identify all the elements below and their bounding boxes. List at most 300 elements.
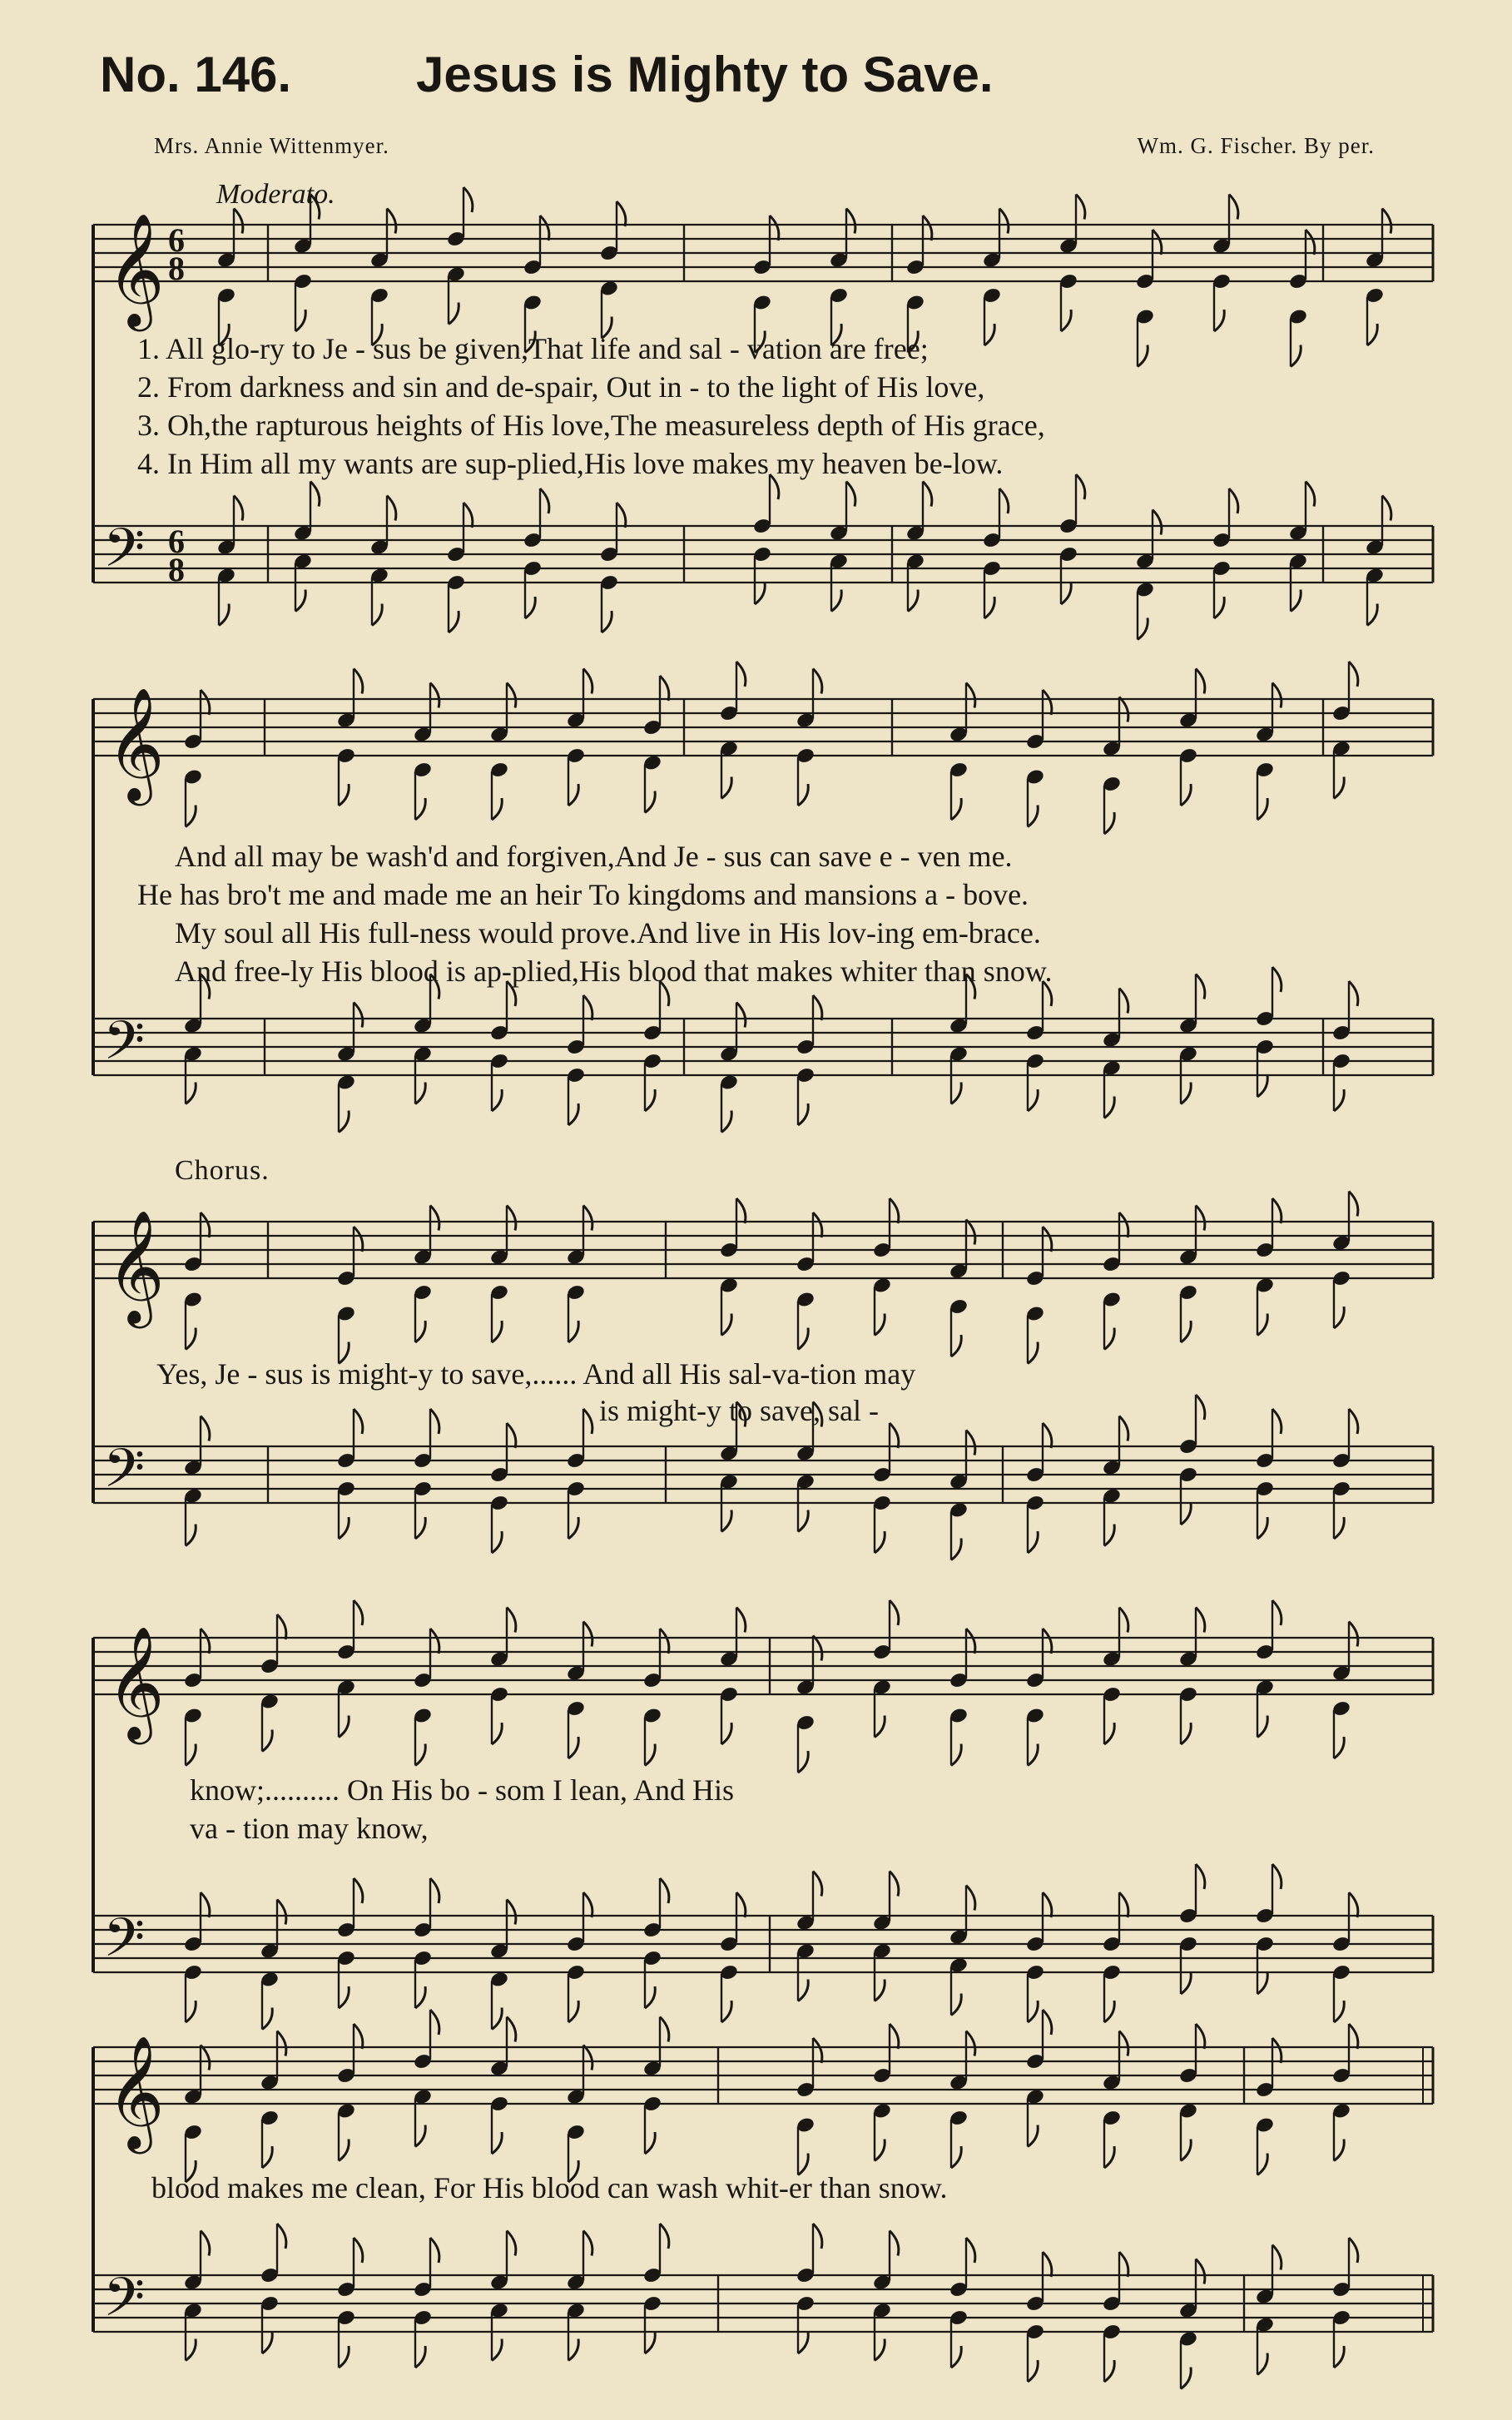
note-flag [1334, 1737, 1344, 1758]
note-flag [736, 662, 746, 687]
note-flag [186, 2001, 196, 2022]
note-flag [813, 2224, 822, 2249]
note-flag [875, 1980, 885, 2001]
note-flag [583, 1892, 592, 1917]
note-flag [415, 798, 425, 820]
note-flag [1334, 1089, 1344, 1111]
note-flag [430, 1409, 439, 1434]
note-flag [507, 1206, 516, 1231]
bass-time-signature-top: 6 [168, 523, 185, 560]
note-flag [186, 2339, 196, 2361]
note-flag [415, 1083, 425, 1104]
note-flag [890, 1872, 899, 1897]
note-flag [339, 784, 349, 806]
note-flag [415, 1517, 425, 1539]
note-flag [951, 1744, 961, 1766]
note-flag [813, 2038, 822, 2063]
note-flag [813, 995, 822, 1020]
note-flag [1349, 1622, 1358, 1647]
note-flag [1214, 310, 1224, 331]
note-flag [721, 1314, 731, 1336]
note-flag [1104, 2001, 1114, 2022]
note-flag [415, 2125, 425, 2147]
note-flag [660, 2017, 669, 2042]
note-flag [568, 2001, 578, 2022]
chorus-line-1-upper: Yes, Je - sus is might-y to save,...... And all His sal-va-tion may [156, 1357, 916, 1391]
chorus-line-2-lower: va - tion may know, [190, 1812, 429, 1845]
note-flag [875, 1531, 885, 1553]
note-flag [951, 798, 961, 820]
note-flag [339, 1517, 349, 1539]
note-flag [262, 1730, 272, 1752]
note-flag [736, 1198, 746, 1223]
verse-1-line-1: 1. All glo-ry to Je - sus be given,That life and sal - vation are free; [137, 332, 929, 365]
note-flag [1382, 496, 1391, 521]
note-flag [890, 1600, 899, 1625]
note-flag [354, 1227, 363, 1252]
note-flag [1043, 2010, 1052, 2035]
note-flag [890, 1423, 899, 1448]
note-flag [999, 209, 1009, 234]
bass-clef: 𝄢 [103, 2267, 146, 2342]
note-flag [617, 201, 626, 226]
note-flag [234, 209, 243, 234]
note-flag [201, 1629, 210, 1654]
note-flag [1119, 1416, 1128, 1441]
note-flag [1119, 1212, 1128, 1237]
note-flag [277, 2031, 286, 2056]
note-flag [540, 216, 549, 241]
note-flag [430, 2238, 439, 2263]
note-flag [1367, 604, 1377, 626]
note-flag [1028, 2125, 1038, 2147]
note-flag [1306, 482, 1315, 507]
note-flag [1043, 690, 1052, 715]
note-flag [339, 1986, 349, 2008]
note-flag [1334, 777, 1344, 799]
note-flag [1334, 2346, 1344, 2368]
note-flag [310, 195, 320, 220]
note-flag [721, 1723, 731, 1744]
note-flag [1229, 195, 1238, 220]
note-flag [1043, 1227, 1052, 1252]
note-flag [875, 2140, 885, 2161]
treble-clef: 𝄞 [107, 2034, 165, 2149]
note-flag [295, 310, 305, 331]
bass-clef: 𝄢 [103, 518, 146, 593]
note-flag [660, 1878, 669, 1903]
note-flag [583, 2231, 592, 2256]
note-flag [1272, 683, 1281, 708]
note-flag [1043, 1629, 1052, 1654]
note-flag [310, 482, 320, 507]
note-flag [1104, 1525, 1114, 1546]
note-flag [186, 1083, 196, 1104]
note-flag [966, 2238, 975, 2263]
note-flag [1104, 812, 1114, 834]
note-flag [1349, 2238, 1358, 2263]
note-flag [1181, 1321, 1191, 1342]
bass-time-signature-bottom: 8 [168, 551, 185, 588]
note-flag [645, 2132, 655, 2154]
note-flag [966, 1431, 975, 1455]
note-flag [1196, 1395, 1205, 1420]
note-flag [387, 209, 396, 234]
note-flag [1061, 310, 1071, 331]
note-flag [186, 1744, 196, 1766]
note-flag [1349, 2024, 1358, 2049]
note-flag [846, 482, 855, 507]
verse-4-line-2: And free-ly His blood is ap-plied,His blood that makes whiter than snow. [175, 955, 1053, 988]
note-flag [1291, 345, 1301, 367]
note-flag [201, 1212, 210, 1237]
note-flag [951, 2146, 961, 2168]
note-flag [354, 1409, 363, 1434]
note-flag [583, 1622, 592, 1647]
note-flag [507, 683, 516, 708]
chorus-line-2-upper: know;.......... On His bo - som I lean, And His [190, 1773, 734, 1807]
note-flag [354, 1600, 363, 1625]
note-flag [1119, 989, 1128, 1014]
note-flag [1349, 1409, 1358, 1434]
note-flag [339, 2346, 349, 2368]
note-flag [770, 216, 779, 241]
note-flag [415, 2346, 425, 2368]
note-flag [660, 676, 669, 701]
verse-2-line-2: He has bro't me and made me an heir To kingdoms and mansions a - bove. [137, 878, 1029, 911]
note-flag [1272, 967, 1281, 992]
note-flag [721, 1111, 731, 1133]
note-flag [1043, 2252, 1052, 2277]
note-flag [875, 1314, 885, 1336]
note-flag [1076, 195, 1085, 220]
note-flag [813, 1636, 822, 1661]
note-flag [568, 784, 578, 806]
note-flag [1382, 209, 1391, 234]
note-flag [951, 1083, 961, 1104]
note-flag [201, 2231, 210, 2256]
note-flag [798, 1328, 808, 1350]
note-flag [1257, 2353, 1267, 2375]
note-flag [354, 669, 363, 694]
note-flag [846, 209, 855, 234]
note-flag [890, 1198, 899, 1223]
note-flag [1119, 2031, 1128, 2056]
note-flag [1104, 1097, 1114, 1118]
verse-1-line-2: And all may be wash'd and forgiven,And Je - sus can save e - ven me. [175, 840, 1013, 873]
note-flag [1334, 1517, 1344, 1539]
note-flag [354, 2024, 363, 2049]
note-flag [966, 2031, 975, 2056]
note-flag [890, 2231, 899, 2256]
note-flag [354, 1003, 363, 1028]
note-flag [277, 1614, 286, 1639]
note-flag [415, 1744, 425, 1766]
note-flag [415, 1986, 425, 2008]
note-flag [813, 1212, 822, 1237]
note-flag [1028, 2360, 1038, 2382]
note-flag [507, 1900, 516, 1925]
note-flag [1306, 230, 1315, 255]
note-flag [1028, 2001, 1038, 2022]
note-flag [1153, 510, 1162, 535]
note-flag [1181, 784, 1191, 806]
note-flag [568, 2339, 578, 2361]
note-flag [1181, 1723, 1191, 1744]
note-flag [583, 669, 592, 694]
treble-time-signature-bottom: 8 [168, 250, 185, 287]
treble-clef: 𝄞 [107, 1208, 165, 1323]
note-flag [1349, 981, 1358, 1006]
note-flag [966, 683, 975, 708]
note-flag [568, 1737, 578, 1758]
note-flag [430, 1629, 439, 1654]
note-flag [201, 1892, 210, 1917]
note-flag [568, 1103, 578, 1125]
note-flag [186, 1328, 196, 1350]
note-flag [798, 1510, 808, 1532]
note-flag [645, 1744, 655, 1766]
note-flag [262, 2146, 272, 2168]
note-flag [1349, 1892, 1358, 1917]
note-flag [1028, 1089, 1038, 1111]
note-flag [1196, 2024, 1205, 2049]
lyricist-credit: Mrs. Annie Wittenmyer. [154, 133, 389, 158]
note-flag [645, 1089, 655, 1111]
note-flag [540, 488, 549, 513]
bass-clef: 𝄢 [103, 1438, 146, 1513]
note-flag [966, 1220, 975, 1245]
note-flag [984, 597, 994, 618]
note-flag [1214, 597, 1224, 618]
note-flag [430, 2010, 439, 2035]
note-flag [1257, 1075, 1267, 1097]
note-flag [507, 1423, 516, 1448]
note-flag [875, 2339, 885, 2361]
note-flag [1257, 1716, 1267, 1738]
note-flag [492, 1531, 502, 1553]
note-flag [1181, 2140, 1191, 2161]
note-flag [295, 590, 305, 612]
note-flag [1181, 1083, 1191, 1104]
note-flag [507, 1608, 516, 1633]
note-flag [1272, 1198, 1281, 1223]
note-flag [1028, 1342, 1038, 1364]
note-flag [201, 1416, 210, 1441]
note-flag [234, 496, 243, 521]
note-flag [1196, 1864, 1205, 1889]
note-flag [492, 798, 502, 820]
note-flag [1257, 1314, 1267, 1336]
note-flag [951, 1335, 961, 1356]
note-flag [507, 2231, 516, 2256]
note-flag [798, 784, 808, 806]
note-flag [736, 1003, 746, 1028]
hymn-title: Jesus is Mighty to Save. [416, 47, 994, 102]
note-flag [645, 1986, 655, 2008]
note-flag [354, 1878, 363, 1903]
note-flag [1196, 1608, 1205, 1633]
bass-clef: 𝄢 [103, 1907, 146, 1982]
note-flag [1181, 1503, 1191, 1525]
note-flag [354, 2238, 363, 2263]
note-flag [262, 2332, 272, 2353]
note-flag [602, 611, 612, 632]
note-flag [1349, 1192, 1358, 1217]
note-flag [1257, 1517, 1267, 1539]
note-flag [1181, 2368, 1191, 2389]
note-flag [1334, 2001, 1344, 2022]
note-flag [984, 324, 994, 345]
note-flag [645, 791, 655, 813]
hymn-number: No. 146. [100, 47, 292, 102]
note-flag [492, 1723, 502, 1744]
note-flag [908, 590, 918, 612]
note-flag [1229, 488, 1238, 513]
note-flag [339, 1716, 349, 1738]
verse-4-line-1: 4. In Him all my wants are sup-plied,His love makes my heaven be-low. [137, 447, 1004, 480]
note-flag [219, 604, 229, 626]
note-flag [1196, 974, 1205, 999]
note-flag [339, 1111, 349, 1133]
note-flag [813, 1872, 822, 1897]
note-flag [923, 482, 932, 507]
note-flag [583, 1409, 592, 1434]
note-flag [186, 1525, 196, 1546]
note-flag [1257, 2154, 1267, 2175]
note-flag [1104, 1328, 1114, 1350]
note-flag [1138, 345, 1148, 367]
note-flag [1061, 583, 1071, 604]
note-flag [1181, 1972, 1191, 1994]
note-flag [1119, 2252, 1128, 2277]
note-flag [999, 488, 1009, 513]
note-flag [617, 503, 626, 528]
note-flag [660, 2224, 669, 2249]
note-flag [1028, 1744, 1038, 1766]
treble-time-signature-top: 6 [168, 221, 185, 259]
note-flag [1076, 474, 1085, 499]
note-flag [798, 2332, 808, 2353]
note-flag [492, 2339, 502, 2361]
note-flag [430, 1206, 439, 1231]
note-flag [430, 683, 439, 708]
note-flag [201, 690, 210, 715]
note-flag [1104, 2360, 1114, 2382]
note-flag [1291, 590, 1301, 612]
note-flag [464, 187, 473, 212]
note-flag [721, 1510, 731, 1532]
note-flag [875, 1716, 885, 1738]
note-flag [507, 2017, 516, 2042]
note-flag [755, 583, 765, 604]
note-flag [464, 503, 473, 528]
note-flag [1272, 2245, 1281, 2270]
treble-clef: 𝄞 [107, 211, 165, 326]
note-flag [951, 1539, 961, 1560]
note-flag [831, 590, 841, 612]
note-flag [798, 1103, 808, 1125]
note-flag [186, 806, 196, 827]
note-flag [966, 1629, 975, 1654]
note-flag [951, 1994, 961, 2016]
note-flag [492, 1321, 502, 1342]
note-flag [430, 1878, 439, 1903]
note-flag [525, 597, 535, 618]
note-flag [1119, 697, 1128, 722]
note-flag [736, 1608, 746, 1633]
note-flag [1196, 1206, 1205, 1231]
note-flag [1028, 806, 1038, 827]
note-flag [890, 2024, 899, 2049]
note-flag [923, 216, 932, 241]
note-flag [1272, 1864, 1281, 1889]
treble-clef: 𝄞 [107, 1624, 165, 1739]
note-flag [660, 1629, 669, 1654]
note-flag [1257, 1972, 1267, 1994]
note-flag [449, 303, 459, 325]
note-flag [736, 1892, 746, 1917]
note-flag [1334, 2140, 1344, 2161]
note-flag [492, 2008, 502, 2030]
bass-clef: 𝄢 [103, 1010, 146, 1085]
note-flag [1272, 2038, 1281, 2063]
note-flag [966, 1886, 975, 1911]
note-flag [1104, 1723, 1114, 1744]
note-flag [1104, 2146, 1114, 2168]
note-flag [1028, 1531, 1038, 1553]
note-flag [1153, 230, 1162, 255]
verse-3-line-1: 3. Oh,the rapturous heights of His love,The measureless depth of His grace, [137, 409, 1045, 442]
note-flag [1119, 1608, 1128, 1633]
composer-credit: Wm. G. Fischer. By per. [1137, 133, 1375, 158]
note-flag [1349, 662, 1358, 687]
note-flag [492, 1089, 502, 1111]
note-flag [813, 669, 822, 694]
note-flag [449, 611, 459, 632]
note-flag [1196, 2259, 1205, 2284]
note-flag [339, 2140, 349, 2161]
chorus-line-3: blood makes me clean, For His blood can wash whit-er than snow. [151, 2171, 948, 2204]
note-flag [568, 1321, 578, 1342]
note-flag [798, 1980, 808, 2001]
note-flag [1334, 1307, 1344, 1328]
note-flag [372, 604, 382, 626]
note-flag [1043, 1892, 1052, 1917]
note-flag [201, 2046, 210, 2070]
chorus-line-1-lower: is might-y to save, sal - [599, 1394, 879, 1427]
note-flag [1119, 1892, 1128, 1917]
note-flag [277, 1900, 286, 1925]
verse-2-line-1: 2. From darkness and sin and de-spair, Out in - to the light of His love, [137, 370, 985, 404]
note-flag [1272, 1600, 1281, 1625]
treble-clef: 𝄞 [107, 686, 165, 801]
verse-3-line-2: My soul all His full-ness would prove.And live in His lov-ing em-brace. [175, 916, 1041, 950]
note-flag [277, 2224, 286, 2249]
chorus-label: Chorus. [175, 1155, 270, 1186]
note-flag [583, 1206, 592, 1231]
note-flag [1196, 669, 1205, 694]
note-flag [583, 2046, 592, 2070]
note-flag [721, 2001, 731, 2022]
note-flag [492, 2132, 502, 2154]
note-flag [262, 2008, 272, 2030]
note-flag [1272, 1409, 1281, 1434]
note-flag [1257, 798, 1267, 820]
note-flag [951, 2346, 961, 2368]
note-flag [568, 1517, 578, 1539]
note-flag [721, 777, 731, 799]
